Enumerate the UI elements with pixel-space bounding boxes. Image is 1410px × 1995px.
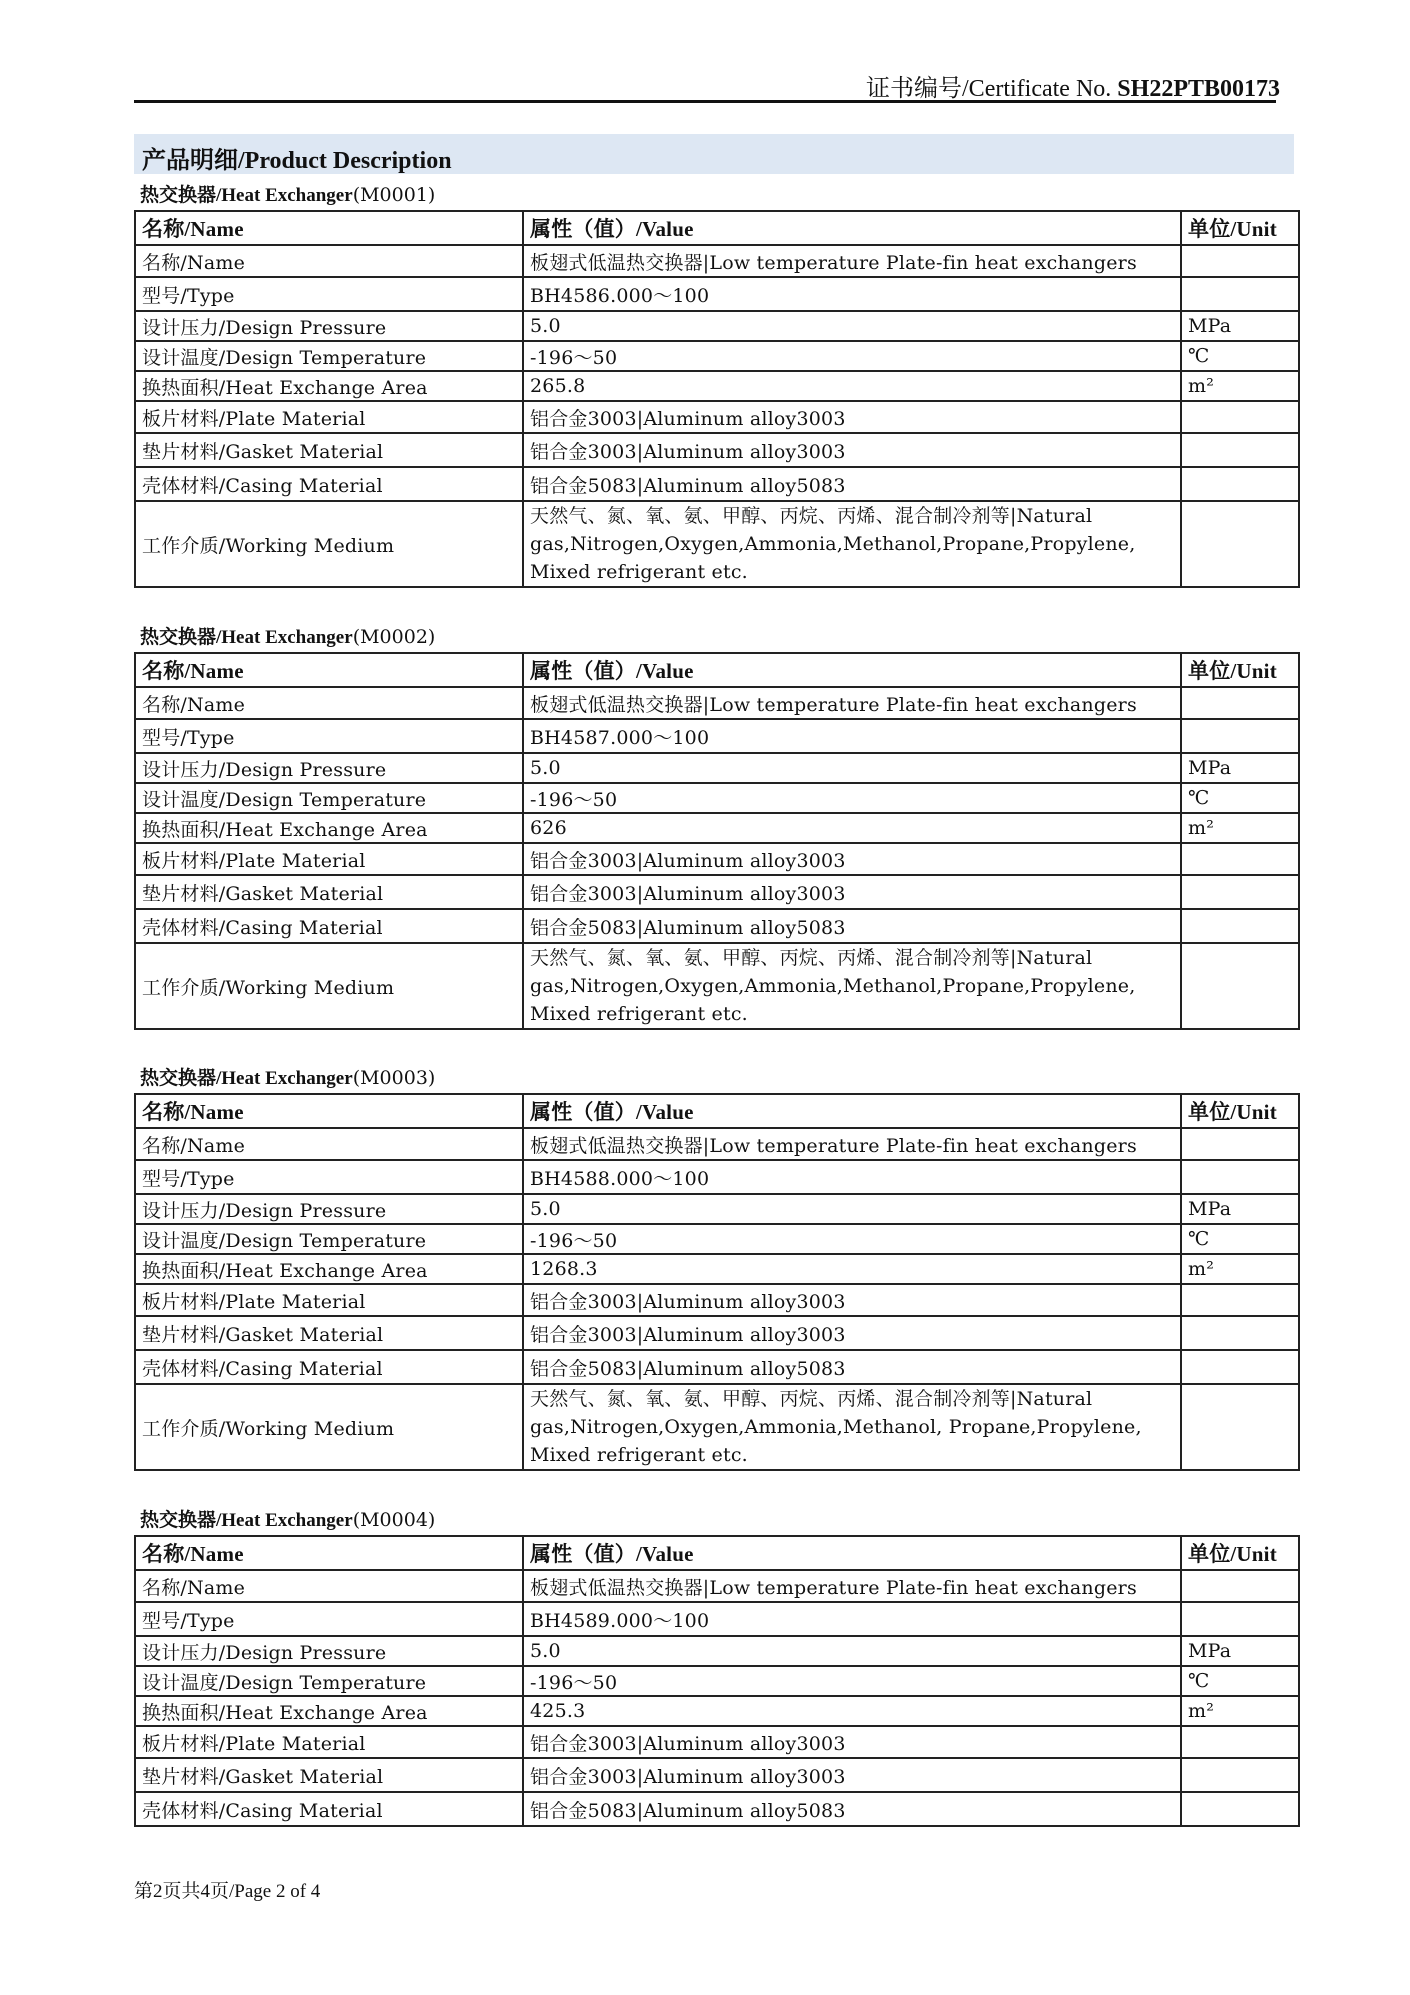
cell-name: 设计温度/Design Temperature [135, 341, 523, 371]
cell-value: 5.0 [523, 753, 1181, 783]
section-title: 产品明细/Product Description [142, 148, 452, 174]
column-header-unit: 单位/Unit [1181, 1536, 1299, 1570]
block-title [134, 1505, 1298, 1535]
cell-name: 垫片材料/Gasket Material [135, 433, 523, 467]
cell-value: 板翅式低温热交换器|Low temperature Plate-fin heat exchangers [523, 1128, 1181, 1160]
cell-unit: MPa [1181, 753, 1299, 783]
cell-value: 265.8 [523, 371, 1181, 401]
spec-table [134, 210, 1300, 588]
cell-name: 板片材料/Plate Material [135, 1726, 523, 1758]
cell-unit [1181, 1570, 1299, 1602]
cell-value: -196～50 [523, 783, 1181, 813]
cell-name: 板片材料/Plate Material [135, 401, 523, 433]
cell-name: 垫片材料/Gasket Material [135, 1316, 523, 1350]
cell-name: 设计压力/Design Pressure [135, 753, 523, 783]
heat-exchanger-block [134, 180, 1298, 588]
block-title-label: 热交换器/Heat Exchanger [140, 627, 353, 648]
column-header-value: 属性（值）/Value [523, 653, 1181, 687]
cell-unit [1181, 1160, 1299, 1194]
table-row [135, 753, 1299, 783]
cell-value: 5.0 [523, 1636, 1181, 1666]
table-row [135, 1128, 1299, 1160]
cell-value: 板翅式低温热交换器|Low temperature Plate-fin heat exchangers [523, 245, 1181, 277]
cell-name: 换热面积/Heat Exchange Area [135, 813, 523, 843]
table-row [135, 1602, 1299, 1636]
cell-name: 设计压力/Design Pressure [135, 1636, 523, 1666]
cell-name: 工作介质/Working Medium [135, 943, 523, 1029]
cell-unit: ℃ [1181, 341, 1299, 371]
table-row [135, 277, 1299, 311]
spec-table [134, 1093, 1300, 1471]
table-row [135, 467, 1299, 501]
cell-name: 换热面积/Heat Exchange Area [135, 371, 523, 401]
table-row [135, 1726, 1299, 1758]
cell-name: 工作介质/Working Medium [135, 501, 523, 587]
block-model-code: (M0003) [352, 1067, 436, 1089]
table-row [135, 371, 1299, 401]
table-header-row [135, 1536, 1299, 1570]
cell-value: 铝合金3003|Aluminum alloy3003 [523, 875, 1181, 909]
cell-value: 铝合金3003|Aluminum alloy3003 [523, 433, 1181, 467]
cell-unit: ℃ [1181, 1666, 1299, 1696]
table-row [135, 1570, 1299, 1602]
cell-unit [1181, 1350, 1299, 1384]
table-row [135, 1666, 1299, 1696]
column-header-value: 属性（值）/Value [523, 211, 1181, 245]
cell-value: 天然气、氮、氧、氨、甲醇、丙烷、丙烯、混合制冷剂等|Natural gas,Nitrogen,Oxygen,Ammonia,Methanol, Propane,Propylene, Mixed refrigerant etc. [523, 1384, 1181, 1470]
column-header-value: 属性（值）/Value [523, 1536, 1181, 1570]
block-title [134, 622, 1298, 652]
cell-name: 型号/Type [135, 1602, 523, 1636]
table-row [135, 501, 1299, 587]
table-header-row [135, 211, 1299, 245]
column-header-name: 名称/Name [135, 653, 523, 687]
cell-unit [1181, 1602, 1299, 1636]
cell-name: 壳体材料/Casing Material [135, 909, 523, 943]
cell-unit: MPa [1181, 1194, 1299, 1224]
certificate-number-header [866, 68, 1280, 103]
cell-value: 1268.3 [523, 1254, 1181, 1284]
cell-value: 铝合金3003|Aluminum alloy3003 [523, 1758, 1181, 1792]
cell-name: 名称/Name [135, 245, 523, 277]
cell-value: 天然气、氮、氧、氨、甲醇、丙烷、丙烯、混合制冷剂等|Natural gas,Nitrogen,Oxygen,Ammonia,Methanol,Propane,Propylene, Mixed refrigerant etc. [523, 501, 1181, 587]
cell-unit [1181, 687, 1299, 719]
table-header-row [135, 653, 1299, 687]
cell-unit [1181, 1726, 1299, 1758]
table-row [135, 1284, 1299, 1316]
cell-value: 铝合金5083|Aluminum alloy5083 [523, 467, 1181, 501]
table-row [135, 719, 1299, 753]
cell-name: 板片材料/Plate Material [135, 843, 523, 875]
table-row [135, 875, 1299, 909]
spec-table [134, 1535, 1300, 1827]
section-title-bar [134, 134, 1294, 174]
cell-unit [1181, 943, 1299, 1029]
cell-name: 名称/Name [135, 1570, 523, 1602]
cell-name: 板片材料/Plate Material [135, 1284, 523, 1316]
block-model-code: (M0002) [352, 626, 436, 648]
cell-value: BH4586.000～100 [523, 277, 1181, 311]
cell-name: 设计温度/Design Temperature [135, 1666, 523, 1696]
table-row [135, 943, 1299, 1029]
table-row [135, 1316, 1299, 1350]
block-title-label: 热交换器/Heat Exchanger [140, 1068, 353, 1089]
cell-unit [1181, 245, 1299, 277]
cell-name: 设计压力/Design Pressure [135, 311, 523, 341]
cell-name: 壳体材料/Casing Material [135, 1792, 523, 1826]
cell-unit: m² [1181, 813, 1299, 843]
block-model-code: (M0004) [352, 1509, 436, 1531]
cell-name: 型号/Type [135, 277, 523, 311]
cell-value: 铝合金5083|Aluminum alloy5083 [523, 1350, 1181, 1384]
cell-unit: ℃ [1181, 1224, 1299, 1254]
cell-unit: ℃ [1181, 783, 1299, 813]
cell-unit [1181, 401, 1299, 433]
cell-unit [1181, 1792, 1299, 1826]
cell-unit [1181, 719, 1299, 753]
table-header-row [135, 1094, 1299, 1128]
table-row [135, 245, 1299, 277]
table-row [135, 1384, 1299, 1470]
cell-unit [1181, 467, 1299, 501]
cell-value: 板翅式低温热交换器|Low temperature Plate-fin heat exchangers [523, 1570, 1181, 1602]
cell-value: 铝合金3003|Aluminum alloy3003 [523, 1726, 1181, 1758]
cell-name: 换热面积/Heat Exchange Area [135, 1696, 523, 1726]
cell-value: -196～50 [523, 1666, 1181, 1696]
page-footer: 第2页共4页/Page 2 of 4 [134, 1881, 321, 1902]
cell-value: BH4588.000～100 [523, 1160, 1181, 1194]
column-header-unit: 单位/Unit [1181, 211, 1299, 245]
column-header-unit: 单位/Unit [1181, 1094, 1299, 1128]
cell-value: 铝合金3003|Aluminum alloy3003 [523, 1316, 1181, 1350]
cell-name: 垫片材料/Gasket Material [135, 875, 523, 909]
cell-name: 型号/Type [135, 719, 523, 753]
cell-unit [1181, 843, 1299, 875]
cell-value: 626 [523, 813, 1181, 843]
cell-name: 设计温度/Design Temperature [135, 1224, 523, 1254]
cell-value: BH4587.000～100 [523, 719, 1181, 753]
cell-unit: m² [1181, 1254, 1299, 1284]
certificate-number: SH22PTB00173 [1117, 76, 1280, 102]
cell-unit: m² [1181, 1696, 1299, 1726]
table-row [135, 341, 1299, 371]
table-row [135, 1160, 1299, 1194]
header-divider [134, 100, 1276, 103]
table-row [135, 1350, 1299, 1384]
heat-exchanger-block [134, 1505, 1298, 1827]
table-row [135, 783, 1299, 813]
table-row [135, 1636, 1299, 1666]
cell-name: 工作介质/Working Medium [135, 1384, 523, 1470]
cell-name: 垫片材料/Gasket Material [135, 1758, 523, 1792]
table-row [135, 1696, 1299, 1726]
cell-name: 壳体材料/Casing Material [135, 1350, 523, 1384]
cell-name: 名称/Name [135, 687, 523, 719]
table-row [135, 687, 1299, 719]
cell-value: 铝合金5083|Aluminum alloy5083 [523, 909, 1181, 943]
table-row [135, 311, 1299, 341]
cell-value: 铝合金3003|Aluminum alloy3003 [523, 401, 1181, 433]
cell-name: 型号/Type [135, 1160, 523, 1194]
table-row [135, 1194, 1299, 1224]
cell-name: 名称/Name [135, 1128, 523, 1160]
spec-table [134, 652, 1300, 1030]
cell-unit [1181, 277, 1299, 311]
cell-unit [1181, 1284, 1299, 1316]
cell-unit [1181, 1128, 1299, 1160]
cell-name: 换热面积/Heat Exchange Area [135, 1254, 523, 1284]
cell-value: 铝合金3003|Aluminum alloy3003 [523, 1284, 1181, 1316]
table-row [135, 813, 1299, 843]
cell-unit: MPa [1181, 1636, 1299, 1666]
cell-value: BH4589.000～100 [523, 1602, 1181, 1636]
column-header-unit: 单位/Unit [1181, 653, 1299, 687]
cell-name: 壳体材料/Casing Material [135, 467, 523, 501]
cell-unit [1181, 909, 1299, 943]
cell-unit: MPa [1181, 311, 1299, 341]
cell-unit: m² [1181, 371, 1299, 401]
cell-value: 天然气、氮、氧、氨、甲醇、丙烷、丙烯、混合制冷剂等|Natural gas,Nitrogen,Oxygen,Ammonia,Methanol,Propane,Propylene, Mixed refrigerant etc. [523, 943, 1181, 1029]
certificate-label: 证书编号/Certificate No. [866, 76, 1112, 102]
block-title [134, 180, 1298, 210]
cell-name: 设计压力/Design Pressure [135, 1194, 523, 1224]
cell-value: 425.3 [523, 1696, 1181, 1726]
block-title-label: 热交换器/Heat Exchanger [140, 1510, 353, 1531]
block-title-label: 热交换器/Heat Exchanger [140, 185, 353, 206]
cell-name: 设计温度/Design Temperature [135, 783, 523, 813]
column-header-name: 名称/Name [135, 211, 523, 245]
cell-unit [1181, 875, 1299, 909]
table-row [135, 909, 1299, 943]
cell-unit [1181, 501, 1299, 587]
heat-exchanger-block [134, 1063, 1298, 1471]
cell-unit [1181, 1384, 1299, 1470]
heat-exchanger-block [134, 622, 1298, 1030]
cell-unit [1181, 1316, 1299, 1350]
block-title [134, 1063, 1298, 1093]
cell-value: 铝合金5083|Aluminum alloy5083 [523, 1792, 1181, 1826]
column-header-name: 名称/Name [135, 1094, 523, 1128]
column-header-value: 属性（值）/Value [523, 1094, 1181, 1128]
cell-value: 铝合金3003|Aluminum alloy3003 [523, 843, 1181, 875]
table-row [135, 433, 1299, 467]
table-row [135, 1792, 1299, 1826]
cell-value: -196～50 [523, 1224, 1181, 1254]
cell-value: 5.0 [523, 1194, 1181, 1224]
block-model-code: (M0001) [352, 184, 436, 206]
table-row [135, 1224, 1299, 1254]
cell-unit [1181, 433, 1299, 467]
table-row [135, 401, 1299, 433]
cell-value: 板翅式低温热交换器|Low temperature Plate-fin heat exchangers [523, 687, 1181, 719]
table-row [135, 843, 1299, 875]
cell-unit [1181, 1758, 1299, 1792]
column-header-name: 名称/Name [135, 1536, 523, 1570]
cell-value: -196～50 [523, 341, 1181, 371]
table-row [135, 1758, 1299, 1792]
table-row [135, 1254, 1299, 1284]
cell-value: 5.0 [523, 311, 1181, 341]
